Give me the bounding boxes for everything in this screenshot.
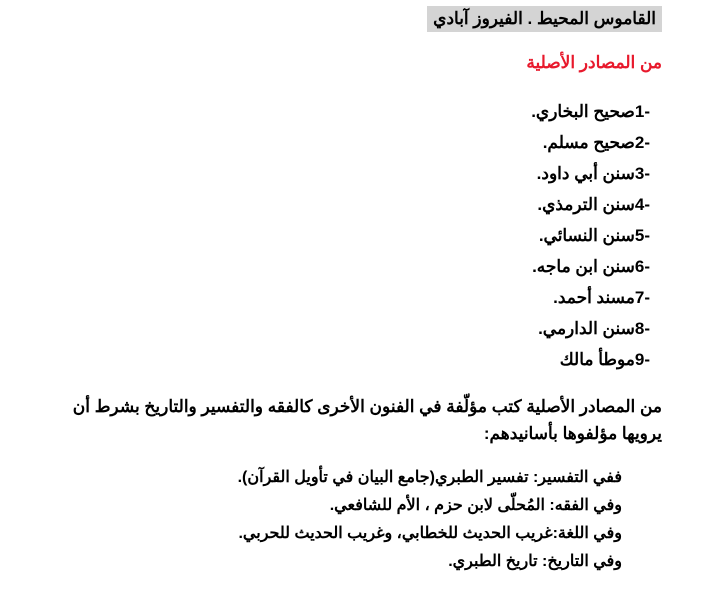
list-item: -7مسند أحمد. bbox=[553, 288, 650, 307]
sources-list bbox=[531, 96, 650, 375]
example-item: وفي التاريخ: تاريخ الطبري. bbox=[448, 553, 622, 570]
list-item: -2صحيح مسلم. bbox=[542, 133, 650, 152]
body-paragraph: من المصادر الأصلية كتب مؤلّفة في الفنون الأخرى كالفقه والتفسير والتاريخ بشرط أن يرويها مؤلفوها بأسانيدهم: bbox=[72, 397, 662, 443]
list-item: -8سنن الدارمي. bbox=[538, 319, 650, 338]
list-item: -1صحيح البخاري. bbox=[531, 102, 650, 121]
list-item: -3سنن أبي داود. bbox=[536, 164, 650, 183]
list-item: -9موطأ مالك bbox=[559, 350, 650, 369]
examples-list bbox=[238, 464, 622, 576]
section-subheading: من المصادر الأصلية bbox=[526, 53, 662, 72]
document-heading: القاموس المحيط . الفيروز آبادي bbox=[427, 6, 662, 32]
list-item: -5سنن النسائي. bbox=[538, 226, 650, 245]
example-item: ففي التفسير: تفسير الطبري(جامع البيان في تأويل القرآن). bbox=[237, 469, 622, 486]
list-item: -4سنن الترمذي. bbox=[537, 195, 650, 214]
example-item: وفي الفقه: المُحلّى لابن حزم ، الأم للشافعي. bbox=[329, 497, 622, 514]
example-item: وفي اللغة:غريب الحديث للخطابي، وغريب الحديث للحربي. bbox=[238, 525, 622, 542]
list-item: -6سنن ابن ماجه. bbox=[532, 257, 650, 276]
